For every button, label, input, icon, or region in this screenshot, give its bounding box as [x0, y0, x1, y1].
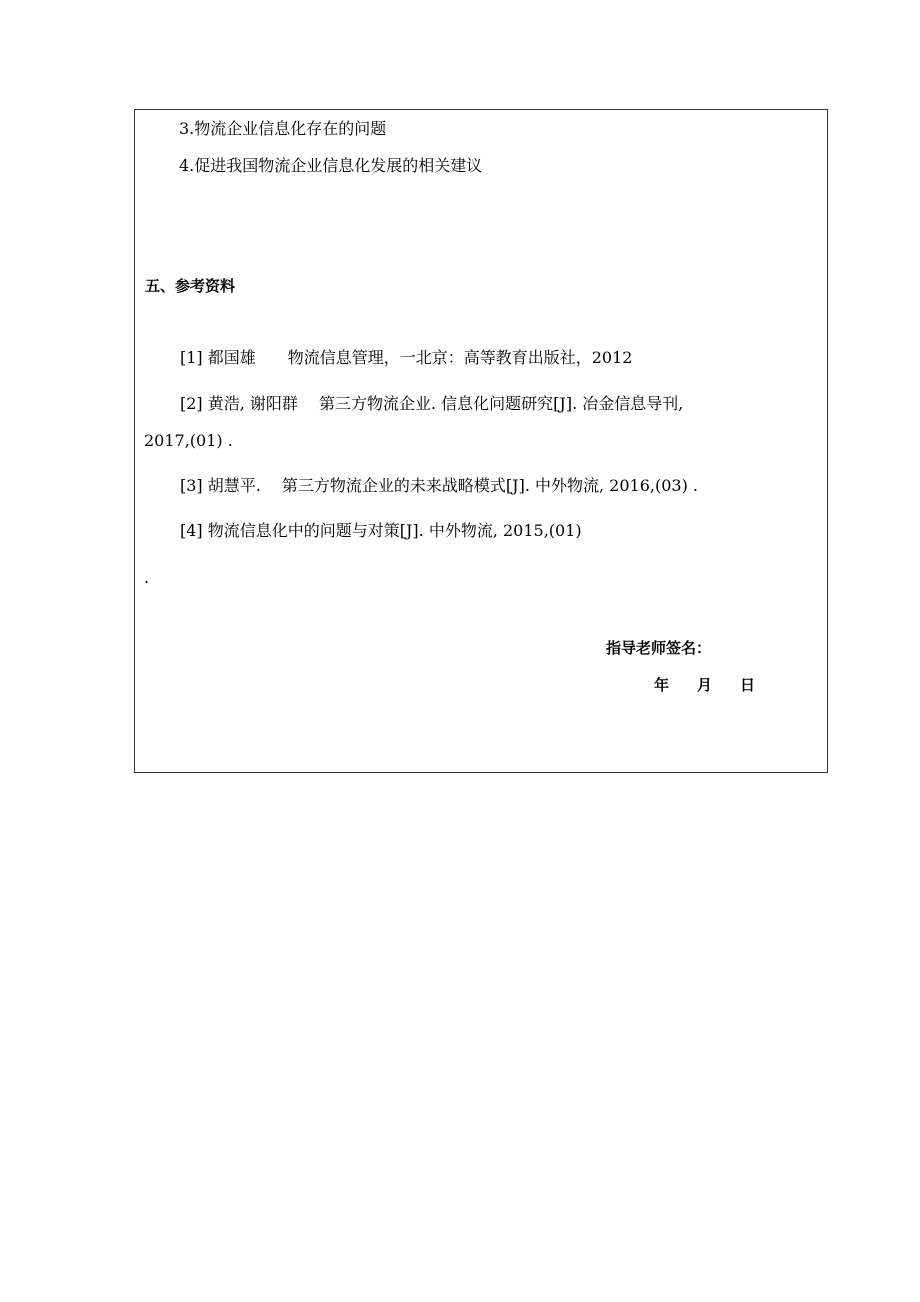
references-title: 五、参考资料 — [145, 277, 236, 295]
advisor-signature-label: 指导老师签名： — [606, 639, 712, 657]
trailing-dot: . — [144, 568, 150, 587]
date-year: 年 — [654, 676, 670, 694]
outline-item-3: 3.物流企业信息化存在的问题 — [179, 119, 387, 138]
form-frame — [134, 109, 828, 773]
signature-date — [654, 675, 755, 695]
reference-3: [3] 胡慧平. 第三方物流企业的未来战略模式[J]. 中外物流, 2016,(03) . — [180, 476, 698, 495]
reference-4: [4] 物流信息化中的问题与对策[J]. 中外物流, 2015,(01) — [180, 521, 582, 540]
reference-1: [1] 都国雄 物流信息管理，一北京：高等教育出版社，2012 — [180, 348, 633, 367]
date-month: 月 — [697, 676, 713, 694]
reference-2-line-2: 2017,(01) . — [144, 431, 233, 450]
date-day: 日 — [740, 676, 756, 694]
reference-2-line-1: [2] 黄浩, 谢阳群 第三方物流企业. 信息化问题研究[J]. 冶金信息导刊, — [180, 394, 684, 413]
outline-item-4: 4.促进我国物流企业信息化发展的相关建议 — [179, 156, 483, 175]
